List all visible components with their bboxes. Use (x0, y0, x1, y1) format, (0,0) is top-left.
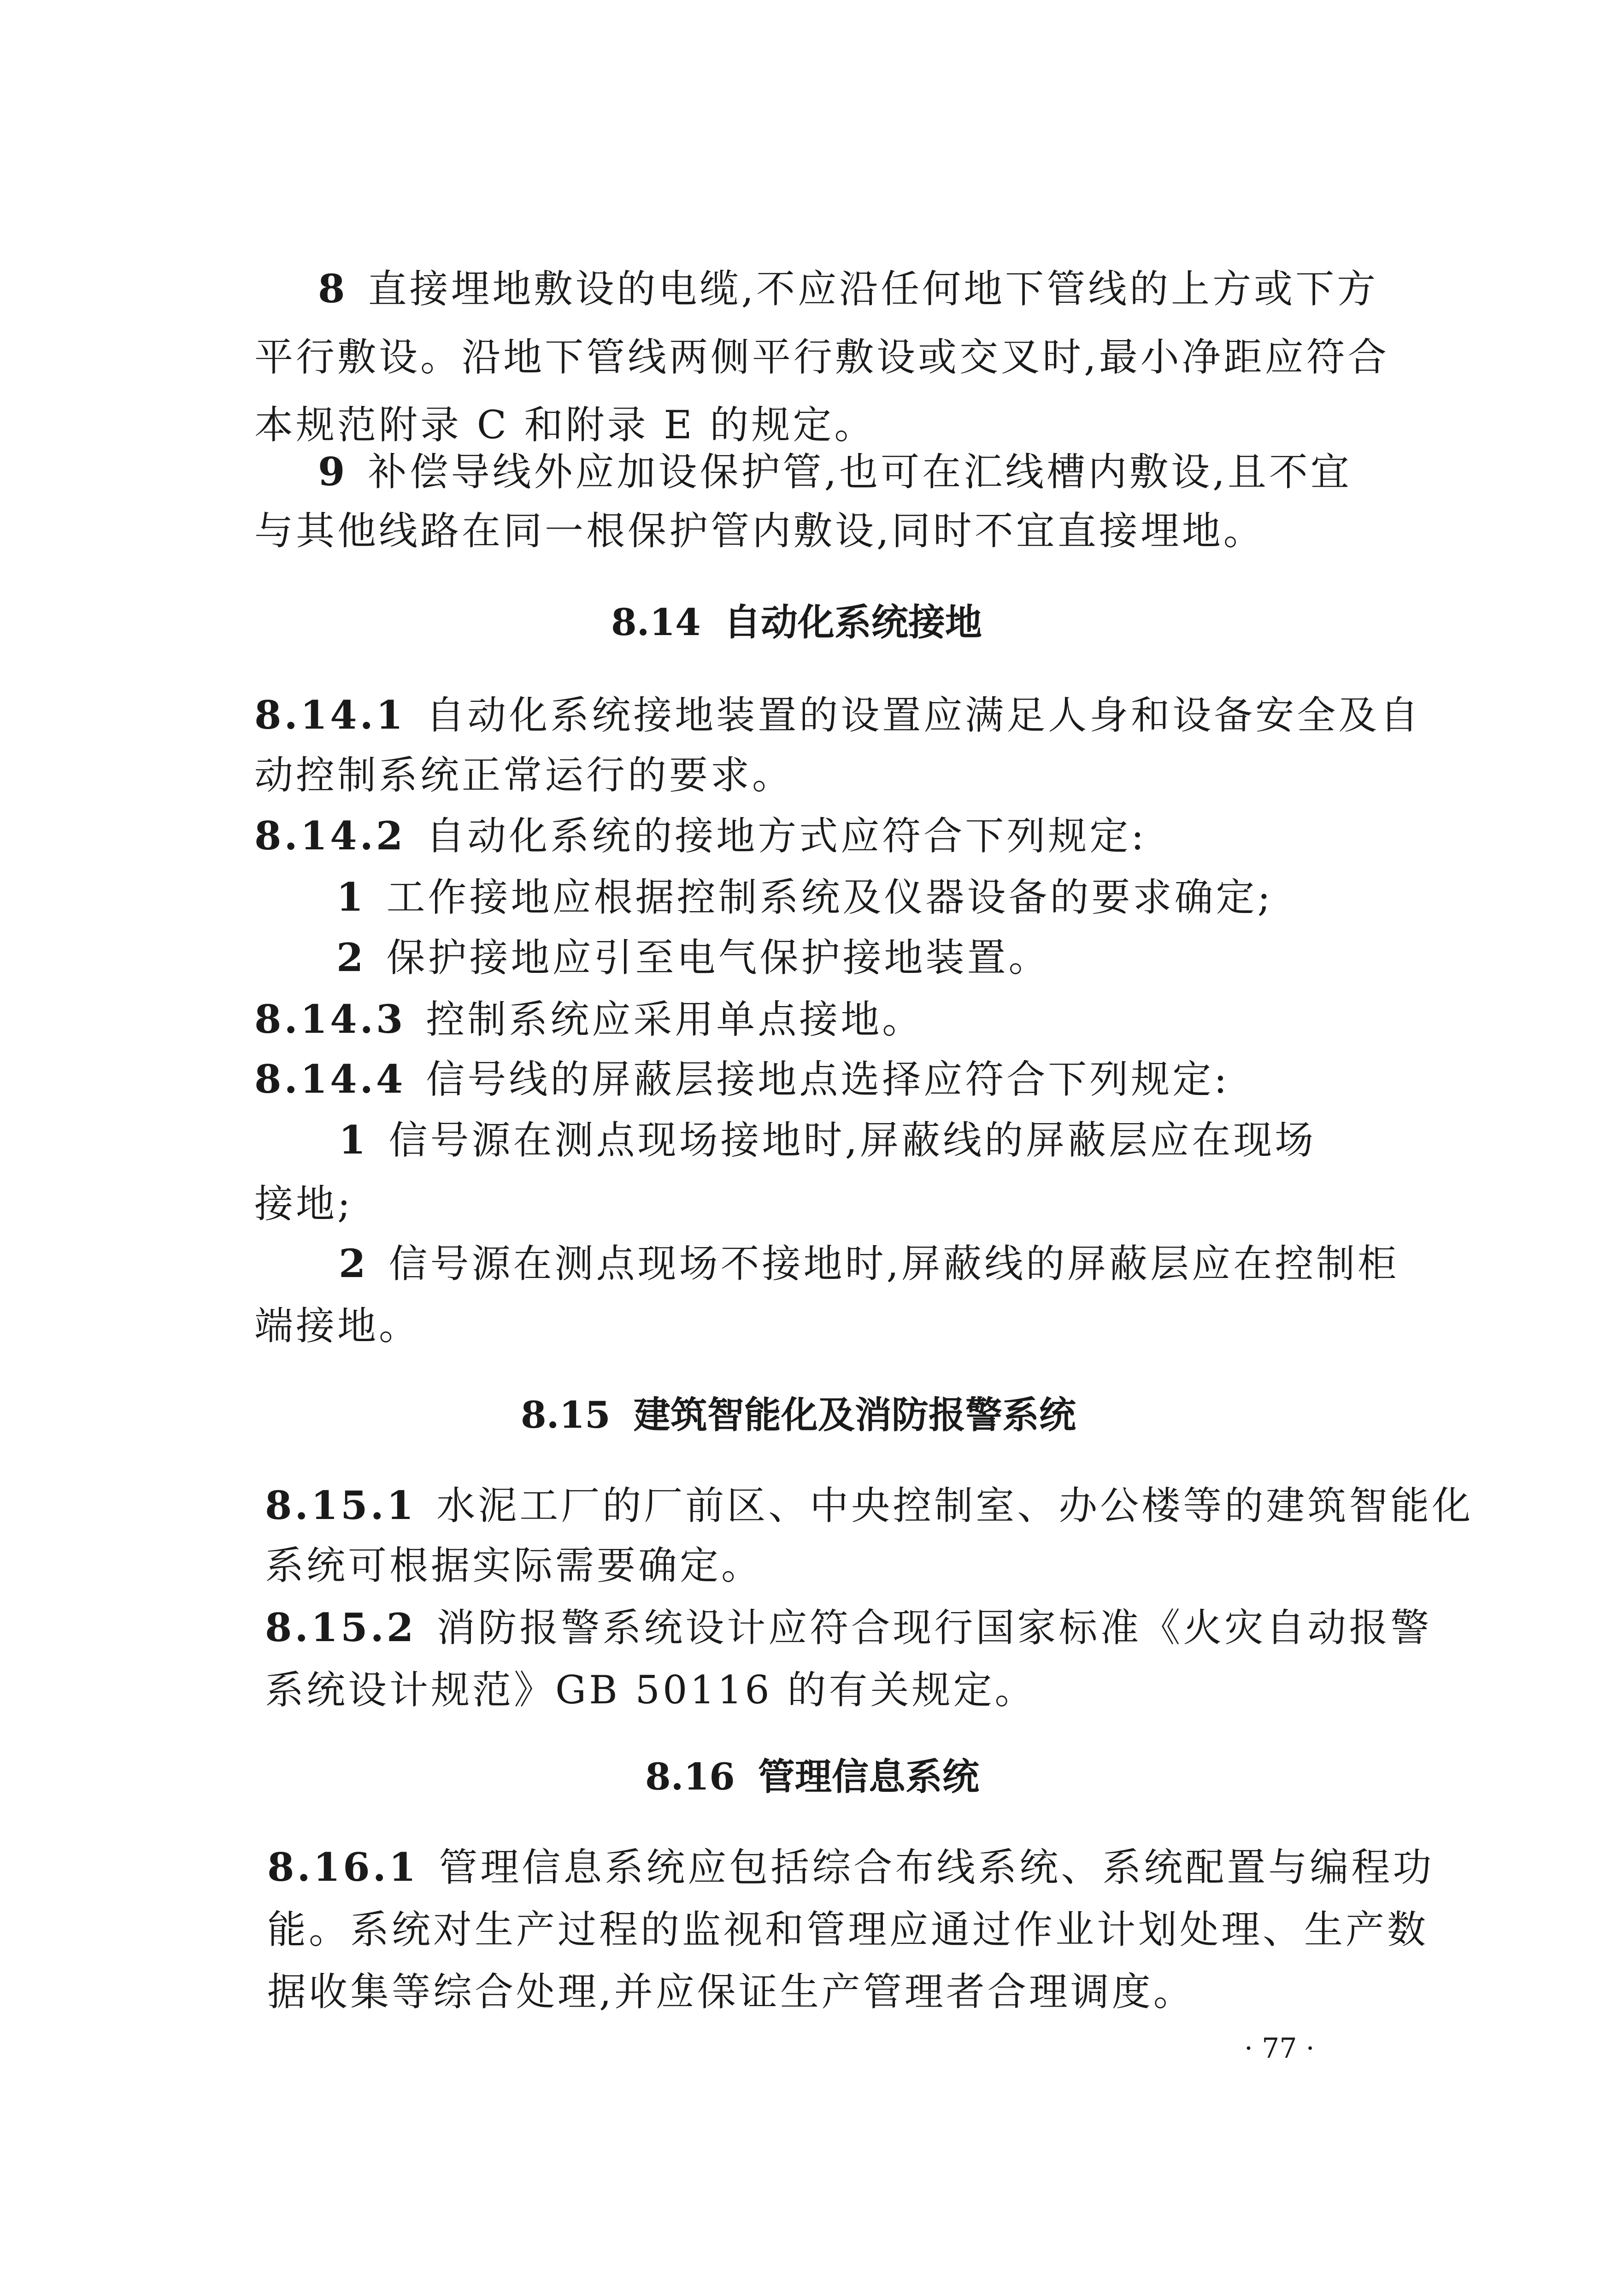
clause-number: 8.15.2 (265, 1605, 417, 1650)
clause-8-14-1-line-1 (254, 692, 1422, 738)
clause-text: 自动化系统接地装置的设置应满足人身和设备安全及自 (426, 693, 1422, 738)
clause-8-15-2-line-2: 系统设计规范》GB 50116 的有关规定。 (265, 1667, 1036, 1713)
clause-8-15-1-line-2: 系统可根据实际需要确定。 (265, 1543, 763, 1588)
section-number: 8.14 (611, 600, 701, 644)
clause-number: 8.16.1 (267, 1844, 419, 1890)
item-text: 保护接地应引至电气保护接地装置。 (386, 935, 1050, 980)
clause-8-14-4-line-1 (254, 1056, 1230, 1102)
section-heading-8-15 (521, 1393, 1076, 1436)
item-number: 1 (336, 874, 366, 920)
clause-number: 8.14.2 (254, 813, 406, 859)
page-number: · 77 · (1244, 2032, 1315, 2065)
clause-text: 管理信息系统应包括综合布线系统、系统配置与编程功 (439, 1845, 1435, 1890)
clause-8-15-2-line-1 (265, 1605, 1432, 1650)
clause-number: 8.14.4 (254, 1056, 406, 1102)
clause-8-16-1-line-2: 能。系统对生产过程的监视和管理应通过作业计划处理、生产数 (267, 1907, 1429, 1952)
clause-8-14-2-line-1 (254, 813, 1147, 859)
clause-text: 自动化系统的接地方式应符合下列规定: (426, 813, 1147, 859)
item-9-line-2: 与其他线路在同一根保护管内敷设,同时不宜直接埋地。 (254, 508, 1265, 553)
clause-text: 水泥工厂的厂前区、中央控制室、办公楼等的建筑智能化 (436, 1483, 1474, 1528)
section-title: 自动化系统接地 (723, 601, 982, 644)
clause-text: 控制系统应采用单点接地。 (426, 997, 924, 1042)
item-9-line-1 (318, 449, 1352, 495)
item-8-line-3: 本规范附录 C 和附录 E 的规定。 (254, 402, 876, 447)
clause-text: 信号线的屏蔽层接地点选择应符合下列规定: (426, 1057, 1230, 1102)
section-number: 8.15 (521, 1393, 611, 1436)
clause-8-14-2-item-2 (336, 935, 1050, 980)
clause-8-15-1-line-1 (265, 1483, 1474, 1528)
item-number: 1 (339, 1117, 369, 1163)
item-8-line-2: 平行敷设。沿地下管线两侧平行敷设或交叉时,最小净距应符合 (254, 335, 1389, 380)
clause-number: 8.14.3 (254, 996, 406, 1042)
section-title: 管理信息系统 (758, 1755, 979, 1798)
clause-8-14-4-item-2-line-2: 端接地。 (254, 1303, 421, 1348)
section-heading-8-14 (611, 600, 982, 644)
item-8-line-1 (318, 266, 1379, 312)
clause-8-14-2-item-1 (336, 874, 1273, 920)
clause-8-16-1-line-3: 据收集等综合处理,并应保证生产管理者合理调度。 (267, 1969, 1195, 2014)
clause-number: 8.15.1 (265, 1483, 417, 1528)
clause-8-14-4-item-2-line-1 (339, 1241, 1400, 1286)
clause-text: 消防报警系统设计应符合现行国家标准《火灾自动报警 (436, 1605, 1432, 1650)
clause-8-16-1-line-1 (267, 1844, 1435, 1890)
item-text: 补偿导线外应加设保护管,也可在汇线槽内敷设,且不宜 (368, 449, 1352, 495)
item-text: 信号源在测点现场不接地时,屏蔽线的屏蔽层应在控制柜 (388, 1241, 1400, 1286)
clause-number: 8.14.1 (254, 692, 406, 738)
section-title: 建筑智能化及消防报警系统 (633, 1394, 1076, 1436)
item-number: 2 (336, 935, 366, 980)
clause-8-14-3 (254, 996, 924, 1042)
item-text: 信号源在测点现场接地时,屏蔽线的屏蔽层应在现场 (388, 1118, 1317, 1163)
section-heading-8-16 (645, 1755, 979, 1798)
item-number: 9 (318, 449, 348, 495)
item-text: 工作接地应根据控制系统及仪器设备的要求确定; (386, 875, 1273, 920)
item-text: 直接埋地敷设的电缆,不应沿任何地下管线的上方或下方 (368, 266, 1379, 312)
clause-8-14-4-item-1-line-1 (339, 1117, 1317, 1163)
clause-8-14-4-item-1-line-2: 接地; (254, 1181, 353, 1226)
clause-8-14-1-line-2: 动控制系统正常运行的要求。 (254, 753, 794, 798)
item-number: 2 (339, 1241, 369, 1286)
item-number: 8 (318, 266, 348, 312)
section-number: 8.16 (645, 1755, 735, 1798)
